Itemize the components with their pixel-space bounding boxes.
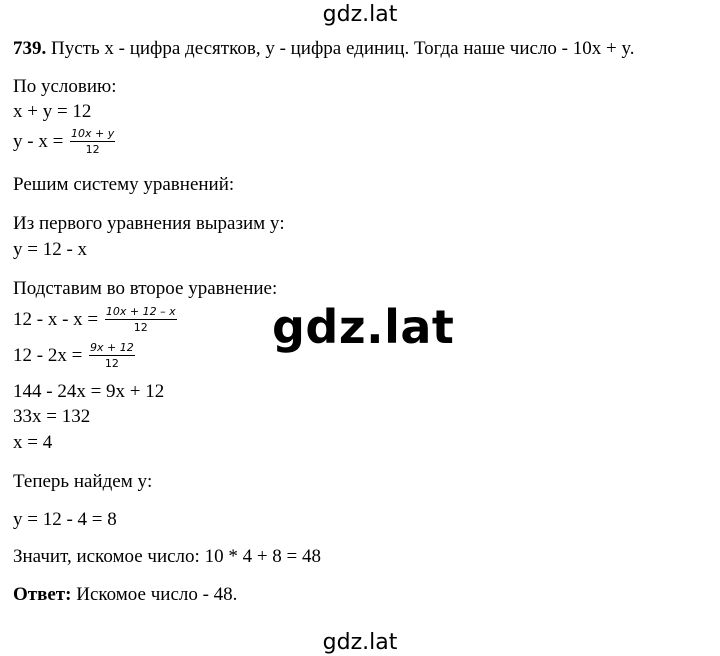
solve-system-text: Решим систему уравнений: <box>13 174 235 195</box>
equation-2 <box>13 128 115 157</box>
problem-intro <box>13 38 634 60</box>
step-3: 144 - 24x = 9x + 12 <box>13 381 165 402</box>
fraction-numerator: 10x + 12 – x <box>105 305 176 318</box>
answer-text: Искомое число - 48. <box>71 584 238 605</box>
step-4: 33x = 132 <box>13 406 91 427</box>
answer-label: Ответ: <box>13 584 72 605</box>
step-2-fraction <box>89 342 135 371</box>
y-expression: y = 12 - x <box>13 239 88 260</box>
fraction-denominator: 12 <box>104 357 119 370</box>
answer <box>13 584 237 606</box>
equation-2-left: y - x = <box>13 130 64 152</box>
step-1 <box>13 306 177 335</box>
problem-number: 739. <box>13 38 47 59</box>
watermark-bottom: gdz.lat <box>322 630 398 655</box>
step-2-left: 12 - 2x = <box>13 344 83 366</box>
fraction-denominator: 12 <box>85 143 100 156</box>
find-y-text: Теперь найдем y: <box>13 471 153 492</box>
fraction-numerator: 9x + 12 <box>90 341 134 354</box>
step-2 <box>13 342 135 371</box>
equation-2-fraction <box>70 128 115 157</box>
fraction-denominator: 12 <box>133 321 148 334</box>
condition-label: По условию: <box>13 76 117 97</box>
step-1-left: 12 - x - x = <box>13 308 99 330</box>
y-value: y = 12 - 4 = 8 <box>13 509 117 530</box>
step-1-fraction <box>105 306 177 335</box>
watermark-top: gdz.lat <box>322 2 398 27</box>
substitute-text: Подставим во второе уравнение: <box>13 278 278 299</box>
step-5: x = 4 <box>13 432 53 453</box>
result-text: Значит, искомое число: 10 * 4 + 8 = 48 <box>13 546 321 567</box>
equation-1: x + y = 12 <box>13 101 92 122</box>
express-y-text: Из первого уравнения выразим y: <box>13 213 285 234</box>
watermark-center: gdz.lat <box>272 300 455 354</box>
fraction-numerator: 10x + y <box>71 127 115 140</box>
intro-text: Пусть x - цифра десятков, y - цифра единиц. Тогда наше число - 10x + y. <box>46 38 635 59</box>
